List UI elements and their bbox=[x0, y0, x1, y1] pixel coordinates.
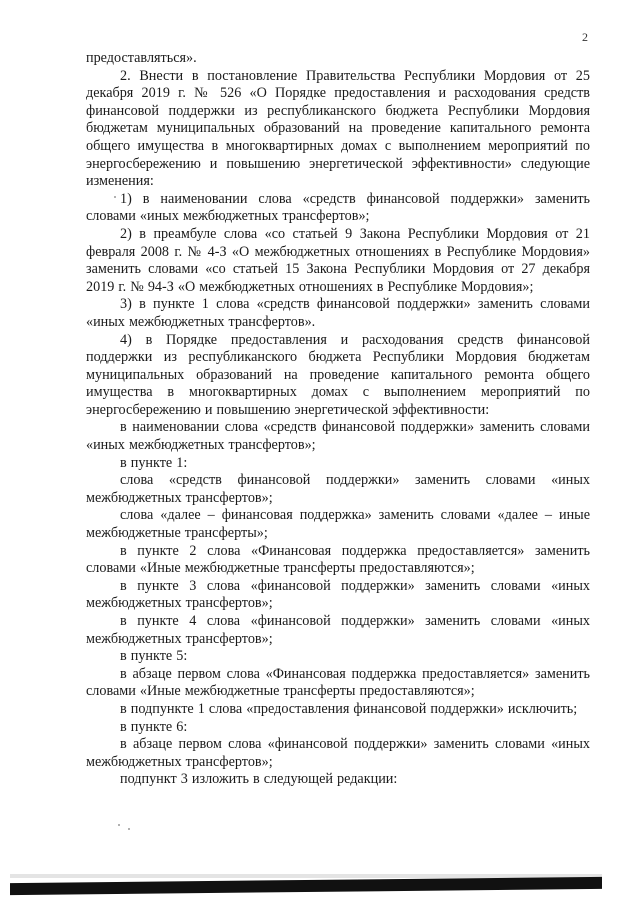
paragraph: в абзаце первом слова «Финансовая поддержка предоставляется» заменить словами «Иные межбюджетные трансферты предоставляются»; bbox=[86, 665, 590, 700]
paragraph: 1) в наименовании слова «средств финансовой поддержки» заменить словами «иных межбюджетных трансфертов»; bbox=[86, 190, 590, 225]
paragraph: в пункте 3 слова «финансовой поддержки» заменить словами «иных межбюджетных трансфертов»; bbox=[86, 577, 590, 612]
paragraph: предоставляться». bbox=[86, 50, 197, 66]
paragraph: в пункте 4 слова «финансовой поддержки» заменить словами «иных межбюджетных трансфертов»; bbox=[86, 613, 590, 647]
paragraph: в пункте 5: bbox=[120, 648, 188, 665]
paragraph: слова «средств финансовой поддержки» заменить словами «иных межбюджетных трансфертов»; bbox=[86, 472, 590, 506]
paragraph: слова «далее – финансовая поддержка» заменить словами «далее – иные межбюджетные трансферты»; bbox=[86, 507, 590, 542]
scan-artifact bbox=[128, 828, 130, 830]
paragraph: в пункте 1: bbox=[120, 454, 188, 471]
paragraph: 2) в преамбуле слова «со статьей 9 Закона Республики Мордовия от 21 февраля 2008 г. № 4-З «О межбюджетных отношениях в Республике Мордовия» заменить словами «со статьей 15 Закона Республики Мордовия от 27 декабря 2019 г. № 94-З «О межбюджетных отношениях в Республике Мордовия»; bbox=[86, 225, 590, 295]
scan-artifact bbox=[118, 824, 120, 826]
scan-edge-bar bbox=[10, 877, 602, 895]
page-number: 2 bbox=[582, 30, 588, 44]
paragraph: 4) в Порядке предоставления и расходования средств финансовой поддержки из республиканского бюджета Республики Мордовия бюджетам муниципальных образований на проведение капитального ремонта общего имущества в многоквартирных домах с выполнением мероприятий по энергосбережению и повышению энергетической эффективности: bbox=[86, 331, 590, 418]
paragraph: 2. Внести в постановление Правительства Республики Мордовия от 25 декабря 2019 г. № 526 «О Порядке предоставления и расходования средств финансовой поддержки из республиканского бюджета Республики Мордовия бюджетам муниципальных образований на проведение капитального ремонта общего имущества в многоквартирных домах с выполнением мероприятий по энергосбережению и повышению энергетической эффективности» следующие изменения: bbox=[86, 67, 590, 190]
paragraph: в наименовании слова «средств финансовой поддержки» заменить словами «иных межбюджетных трансфертов»; bbox=[86, 419, 590, 454]
scan-artifact bbox=[114, 196, 116, 198]
paragraph: в пункте 2 слова «Финансовая поддержка предоставляется» заменить словами «Иные межбюджетные трансферты предоставляются»; bbox=[86, 542, 590, 577]
paragraph: в пункте 6: bbox=[120, 718, 188, 735]
document-body bbox=[86, 50, 590, 789]
paragraph: 3) в пункте 1 слова «средств финансовой поддержки» заменить словами «иных межбюджетных трансфертов». bbox=[86, 296, 590, 330]
paragraph: в подпункте 1 слова «предоставления финансовой поддержки» исключить; bbox=[120, 700, 578, 717]
paragraph: в абзаце первом слова «финансовой поддержки» заменить словами «иных межбюджетных трансфертов»; bbox=[86, 736, 590, 770]
paragraph: подпункт 3 изложить в следующей редакции: bbox=[120, 771, 398, 788]
